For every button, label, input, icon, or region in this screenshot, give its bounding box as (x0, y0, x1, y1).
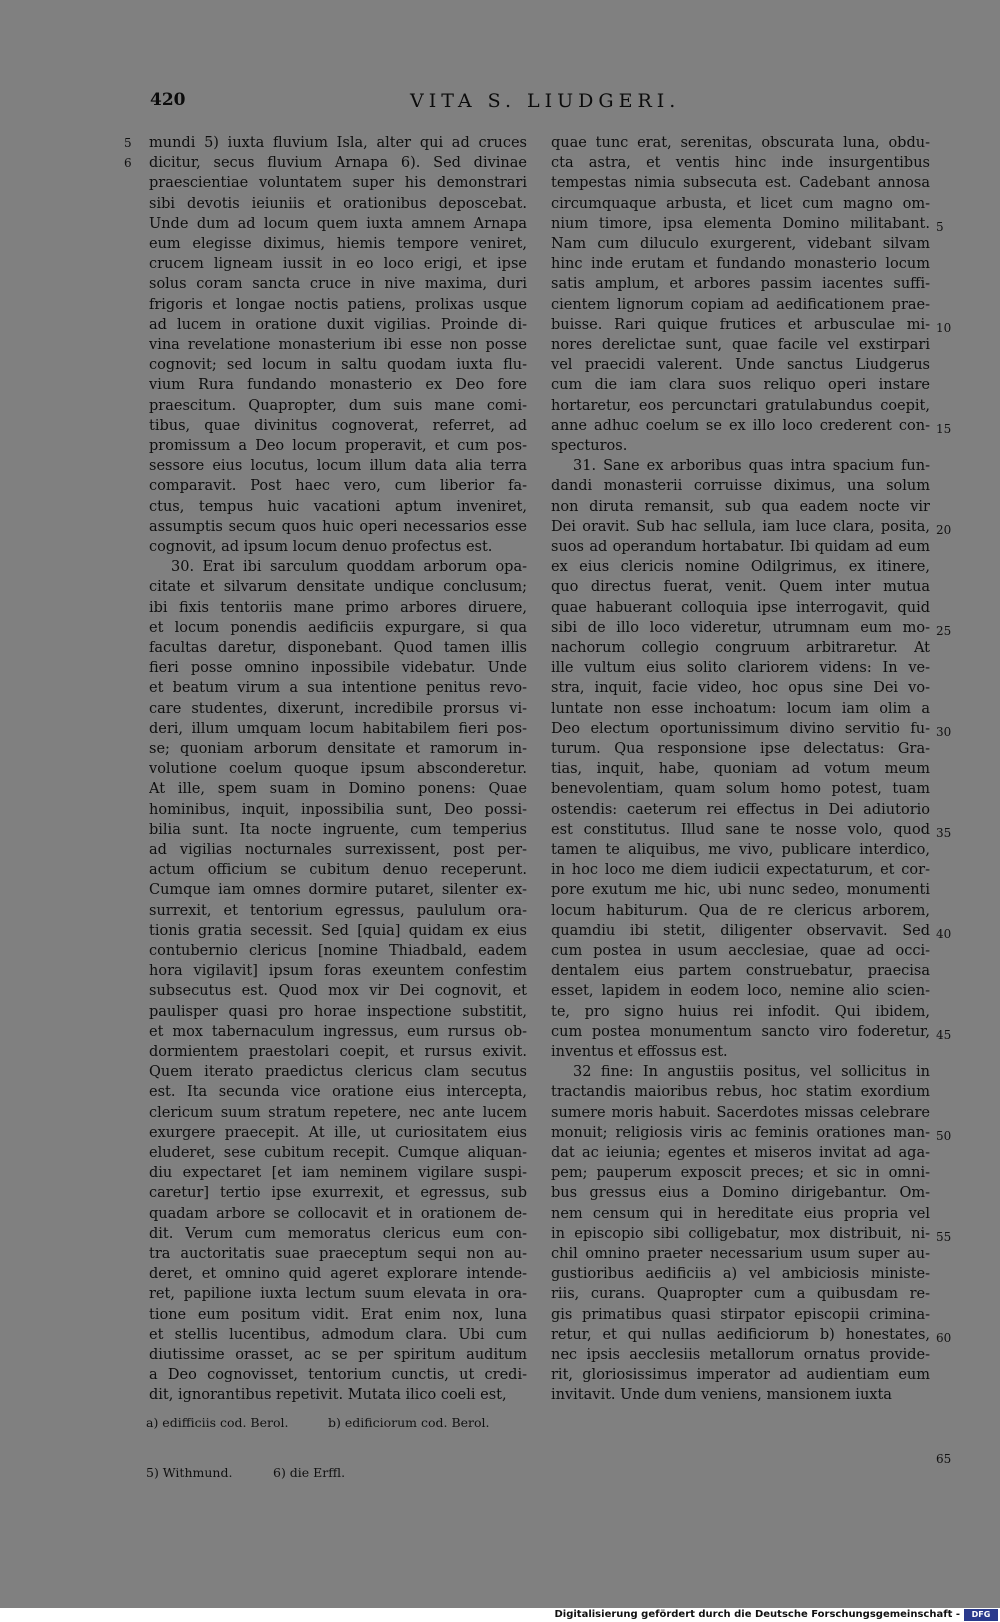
left-column-line: ad lucem in oratione duxit vigilias. Proinde di- (149, 316, 527, 333)
right-line-number: 60 (936, 1330, 952, 1345)
left-column-line: eum elegisse diximus, hiemis tempore veniret, (149, 236, 527, 252)
right-column-line: hinc inde erutam et fundando monasterio locum (551, 256, 930, 273)
right-column-line: turum. Qua responsione ipse delectatus: Gra- (551, 741, 930, 757)
left-column-line: ctus, tempus huic vacationi aptum inveniret, (149, 498, 527, 515)
right-column-line: 32 fine: In angustiis positus, vel sollicitus in (573, 1064, 930, 1081)
right-column-line: anne adhuc coelum se ex illo loco crederent con- (551, 417, 930, 434)
left-column-line: deret, et omnino quid ageret explorare intende- (149, 1266, 527, 1283)
left-column-line: tibus, quae divinitus cognoverat, referret, ad (149, 417, 527, 434)
right-column-line: bus gressus eius a Domino dirigebantur. Om- (551, 1185, 930, 1202)
right-column-line: cta astra, et ventis hinc inde insurgentibus (551, 155, 930, 172)
left-column-line: contubernio clericus [nomine Thiadbald, eadem (149, 943, 527, 959)
left-column-line: fieri posse omnino inpossibile videbatur. Unde (149, 660, 527, 677)
left-column-line: quadam arbore se collocavit et in orationem de- (149, 1205, 527, 1222)
left-column-line: facultas daretur, disponebant. Quod tamen illis (149, 640, 527, 656)
funding-notice: Digitalisierung gefördert durch die Deutsche Forschungsgemeinschaft - (554, 1609, 960, 1620)
left-column-line: se; quoniam arborum densitate et ramorum in- (149, 741, 527, 757)
right-column-line: Dei oravit. Sub hac sellula, iam luce clara, posita, (551, 518, 930, 535)
right-column-line: dentalem eius partem construebatur, praecisa (551, 963, 930, 980)
source-note-6: 6) die Erffl. (273, 1465, 346, 1480)
right-column-line: cum die iam clara suos reliquo operi instare (551, 377, 930, 394)
left-column-line: est. Ita secunda vice oratione eius intercepta, (149, 1084, 527, 1101)
left-column-line: sessore eius locutus, locum illum data alia terra (149, 458, 527, 475)
right-line-number: 5 (936, 219, 944, 234)
left-column-line: tione eum positum vidit. Erat enim nox, luna (149, 1306, 527, 1323)
right-column-line: vel praecidi valerent. Unde sanctus Liudgerus (551, 357, 930, 374)
left-column-line: mundi 5) iuxta fluvium Isla, alter qui ad cruces (149, 135, 527, 151)
left-column-line: bilia sunt. Ita nocte ingruente, cum temperius (149, 821, 527, 838)
left-column-line: frigoris et longae noctis patiens, prolixas usque (149, 296, 527, 313)
right-line-number: 20 (936, 522, 952, 537)
left-column-line: hora vigilavit] ipsum foras exeuntem confestim (149, 963, 527, 980)
right-column-line: monuit; religiosis viris ac feminis orationes man- (551, 1124, 930, 1141)
right-column-line: tractandis maioribus rebus, hoc statim exordium (551, 1084, 930, 1101)
source-note-5: 5) Withmund. (146, 1465, 233, 1480)
right-column-line: non diruta remansit, sub qua eadem nocte vir (551, 498, 930, 515)
right-column-line: Deo electum oportunissimum divino servitio fu- (551, 720, 930, 737)
footer-bar (0, 1608, 1000, 1622)
left-line-number: 6 (124, 156, 132, 171)
left-column-line: Quem iterato praedictus clericus clam secutus (149, 1064, 527, 1081)
left-column-line: dit. Verum cum memoratus clericus eum con- (149, 1225, 527, 1242)
running-title: VITA S. LIUDGERI. (410, 90, 681, 112)
left-column-line: vium Rura fundando monasterio ex Deo fore (149, 377, 527, 394)
right-column-line: ostendis: caeterum rei effectus in Dei adiutorio (551, 801, 930, 818)
left-column-line: volutione coelum quoque ipsum absconderetur. (149, 761, 527, 778)
right-column-line: satis amplum, et arbores passim iacentes suffi- (551, 276, 930, 293)
left-column-line: clericum suum stratum repetere, nec ante lucem (149, 1104, 527, 1121)
right-column-line: ex eius clericis nomine Odilgrimus, ex itinere, (551, 559, 930, 576)
left-column-line: actum officium se cubitum denuo receperunt. (149, 862, 527, 879)
right-column-line: gis primatibus quasi stirpator episcopii crimina- (551, 1306, 930, 1323)
right-column-line: esset, lapidem in eodem loco, nemine alio scien- (551, 983, 930, 1000)
right-line-number: 30 (936, 724, 952, 739)
right-column-line: cum postea monumentum sancto viro foderetur, (551, 1023, 930, 1040)
right-column-line: tempestas nimia subsecuta est. Cadebant annosa (551, 175, 930, 192)
right-line-number: 15 (936, 421, 952, 436)
left-column-line: praescientiae voluntatem super his demonstrari (149, 175, 527, 192)
right-column-line: cum postea in usum aecclesiae, quae ad occi- (551, 943, 930, 959)
left-column-line: crucem ligneam iussit in eo loco erigi, et ipse (149, 256, 527, 273)
left-line-number: 5 (124, 136, 132, 150)
left-column-line: subsecutus est. Quod mox vir Dei cognovit, et (149, 983, 527, 1000)
right-column-line: nachorum collegio congruum arbitraretur. At (551, 640, 930, 656)
right-column-line: nores derelictae sunt, quae facile vel exstirpari (551, 337, 930, 353)
left-column-line: ret, papilione iuxta lectum suum elevata in ora- (149, 1286, 527, 1303)
left-column-line: Unde dum ad locum quem iuxta amnem Arnapa (149, 215, 527, 232)
right-column-line: ille vultum eius solito clariorem videns: In ve- (551, 660, 930, 677)
left-column-line: tra auctoritatis suae praeceptum sequi non au- (149, 1246, 527, 1262)
left-column-line: et mox tabernaculum ingressus, eum rursus ob- (149, 1023, 527, 1040)
right-column-line: invitavit. Unde dum veniens, mansionem iuxta (551, 1387, 892, 1404)
left-column-line: dormientem praestolari coepit, et rursus exivit. (149, 1044, 527, 1060)
right-column-line: tamen te aliquibus, me vivo, publicare interdico, (551, 842, 930, 858)
left-column-line: citate et silvarum densitate undique conclusum; (149, 579, 527, 596)
right-column-line: nec ipsis aecclesiis metallorum ornatus provide- (551, 1347, 930, 1363)
right-column-line: quae habuerant colloquia ipse interrogavit, quid (551, 599, 930, 616)
left-column-line: et beatum virum a sua intentione penitus revo- (149, 680, 527, 697)
right-line-number: 10 (936, 320, 952, 335)
right-column-line: nem censum qui in hereditate eius propria vel (551, 1205, 930, 1222)
right-column-line: retur, et qui nullas aedificiorum b) honestates, (551, 1326, 930, 1343)
right-column-line: stra, inquit, facie video, hoc opus sine Dei vo- (551, 680, 930, 697)
right-line-number: 40 (936, 926, 952, 941)
left-column-line: cognovit; sed locum in saltu quodam iuxta flu- (149, 357, 527, 374)
right-column-line: sibi de illo loco videretur, utrumnam eum mo- (551, 619, 930, 636)
left-column-line: Cumque iam omnes dormire putaret, silenter ex- (149, 882, 527, 899)
dfg-logo: DFG (964, 1609, 998, 1621)
left-column-line: dit, ignorantibus repetivit. Mutata ilico coeli est, (149, 1387, 507, 1404)
right-column-line: pore exutum me hic, ubi nunc sedeo, monumenti (551, 882, 930, 899)
right-column-line: locum habiturum. Qua de re clericus arborem, (551, 902, 930, 919)
right-column-line: in hoc loco me diem iudicii expectaturum, et cor- (551, 862, 930, 879)
right-column-line: hortaretur, eos percunctari gratulabundus coepit, (551, 397, 930, 414)
right-line-number: 35 (936, 825, 952, 840)
left-column-line: et stellis lucentibus, admodum clara. Ubi cum (149, 1326, 527, 1343)
left-column-line: cognovit, ad ipsum locum denuo profectus est. (149, 539, 493, 555)
right-column-line: in episcopio sibi colligebatur, mox distribuit, ni- (551, 1225, 930, 1242)
left-column-line: et locum ponendis aedificiis expurgare, si qua (149, 619, 527, 636)
right-column-line: suos ad operandum hortabatur. Ibi quidam ad eum (551, 539, 930, 555)
left-column-line: exurgere praecepit. At ille, ut curiositatem eius (149, 1124, 527, 1141)
left-column-line: solus coram sancta cruce in nive maxima, duri (149, 276, 527, 293)
right-line-number: 25 (936, 623, 952, 638)
left-column-line: eluderet, sese cubitum recepit. Cumque aliquan- (149, 1145, 527, 1161)
right-column-line: chil omnino praeter necessarium usum super au- (551, 1246, 930, 1262)
left-column-line: promissum a Deo locum properavit, et cum pos- (149, 438, 527, 454)
right-column-line: inventus et effossus est. (551, 1044, 728, 1060)
left-column-line: deri, illum umquam locum habitabilem fieri pos- (149, 720, 527, 737)
left-column-line: diutissime orasset, ac se per spiritum auditum (149, 1347, 527, 1363)
right-line-number: 50 (936, 1128, 952, 1143)
right-column-line: benevolentiam, quam solum homo potest, tuam (551, 781, 930, 798)
left-column-line: caretur] tertio ipse exurrexit, et egressus, sub (149, 1185, 527, 1202)
left-column-line: At ille, spem suam in Domino ponens: Quae (149, 781, 527, 798)
left-column-line: praescitum. Quapropter, dum suis mane comi- (149, 397, 527, 414)
right-column-line: quae tunc erat, serenitas, obscurata luna, obdu- (551, 135, 930, 151)
left-column-line: tionis gratia secessit. Sed [quia] quidam ex eius (149, 922, 527, 939)
right-column-line: est constitutus. Illud sane te nosse volo, quod (551, 821, 930, 838)
right-column-line: luntate non esse inchoatum: locum iam olim a (551, 700, 930, 717)
right-line-number: 45 (936, 1027, 952, 1042)
right-column-line: dat ac ieiunia; egentes et miseros invitat ad aga- (551, 1145, 930, 1161)
right-column-line: quo directus fuerat, venit. Quem inter mutua (551, 579, 930, 596)
apparatus-note-b: b) edificiorum cod. Berol. (328, 1415, 490, 1430)
left-column-line: assumptis secum quos huic operi necessarios esse (149, 518, 527, 535)
left-column-line: paulisper quasi pro horae inspectione substitit, (149, 1003, 527, 1020)
right-column-line: nium timore, ipsa elementa Domino militabant. (551, 215, 930, 232)
page-number: 420 (150, 90, 186, 110)
right-line-number: 65 (936, 1452, 952, 1466)
right-column-line: 31. Sane ex arboribus quas intra spacium fun- (573, 458, 930, 475)
left-column-line: comparavit. Post haec vero, cum liberior fa- (149, 478, 527, 495)
left-column-line: hominibus, inquit, inpossibilia sunt, Deo possi- (149, 801, 527, 818)
apparatus-note-a: a) edifficiis cod. Berol. (146, 1415, 289, 1430)
right-column-line: quamdiu ibi stetit, diligenter observavit. Sed (551, 922, 930, 939)
right-column-line: Nam cum diluculo exurgerent, videbant silvam (551, 236, 930, 252)
right-column-line: gustioribus aedificiis a) vel ambiciosis ministe- (551, 1266, 930, 1283)
left-column-line: vina revelatione monasterium ibi esse non posse (149, 337, 527, 353)
left-column-line: sibi devotis ieiuniis et orationibus deposcebat. (149, 195, 527, 212)
right-column-line: dandi monasterii corruisse diximus, una solum (551, 478, 930, 495)
left-column-line: a Deo cognovisset, tentorium cunctis, ut credi- (149, 1367, 527, 1384)
right-column-line: tias, inquit, habe, quoniam ad votum meum (551, 761, 930, 778)
right-column-line: buisse. Rari quique frutices et arbusculae mi- (551, 316, 930, 333)
left-column-line: diu expectaret [et iam neminem vigilare suspi- (149, 1165, 527, 1182)
left-column-line: dicitur, secus fluvium Arnapa 6). Sed divinae (149, 155, 527, 172)
right-column-line: pem; pauperum exposcit preces; et sic in omni- (551, 1165, 930, 1182)
right-column-line: riis, curans. Quapropter cum a quibusdam re- (551, 1286, 930, 1303)
right-column-line: specturos. (551, 438, 628, 454)
left-column-line: 30. Erat ibi sarculum quoddam arborum opa- (171, 559, 527, 576)
right-column-line: cientem lignorum copiam ad aedificationem prae- (551, 296, 930, 313)
right-line-number: 55 (936, 1229, 952, 1244)
left-column-line: care studentes, dixerunt, incredibile prorsus vi- (149, 700, 527, 717)
left-column-line: ibi fixis tentoriis mane primo arbores diruere, (149, 599, 527, 616)
left-column-line: ad vigilias nocturnales surrexissent, post per- (149, 842, 527, 858)
right-column-line: sumere moris habuit. Sacerdotes missas celebrare (551, 1104, 930, 1121)
left-column-line: surrexit, et tentorium egressus, paululum ora- (149, 902, 527, 919)
right-column-line: circumquaque arbusta, et licet cum magno om- (551, 195, 930, 212)
right-column-line: rit, gloriosissimus imperator ad audientiam eum (551, 1367, 930, 1384)
right-column-line: te, pro signo huius rei infodit. Qui ibidem, (551, 1003, 930, 1020)
